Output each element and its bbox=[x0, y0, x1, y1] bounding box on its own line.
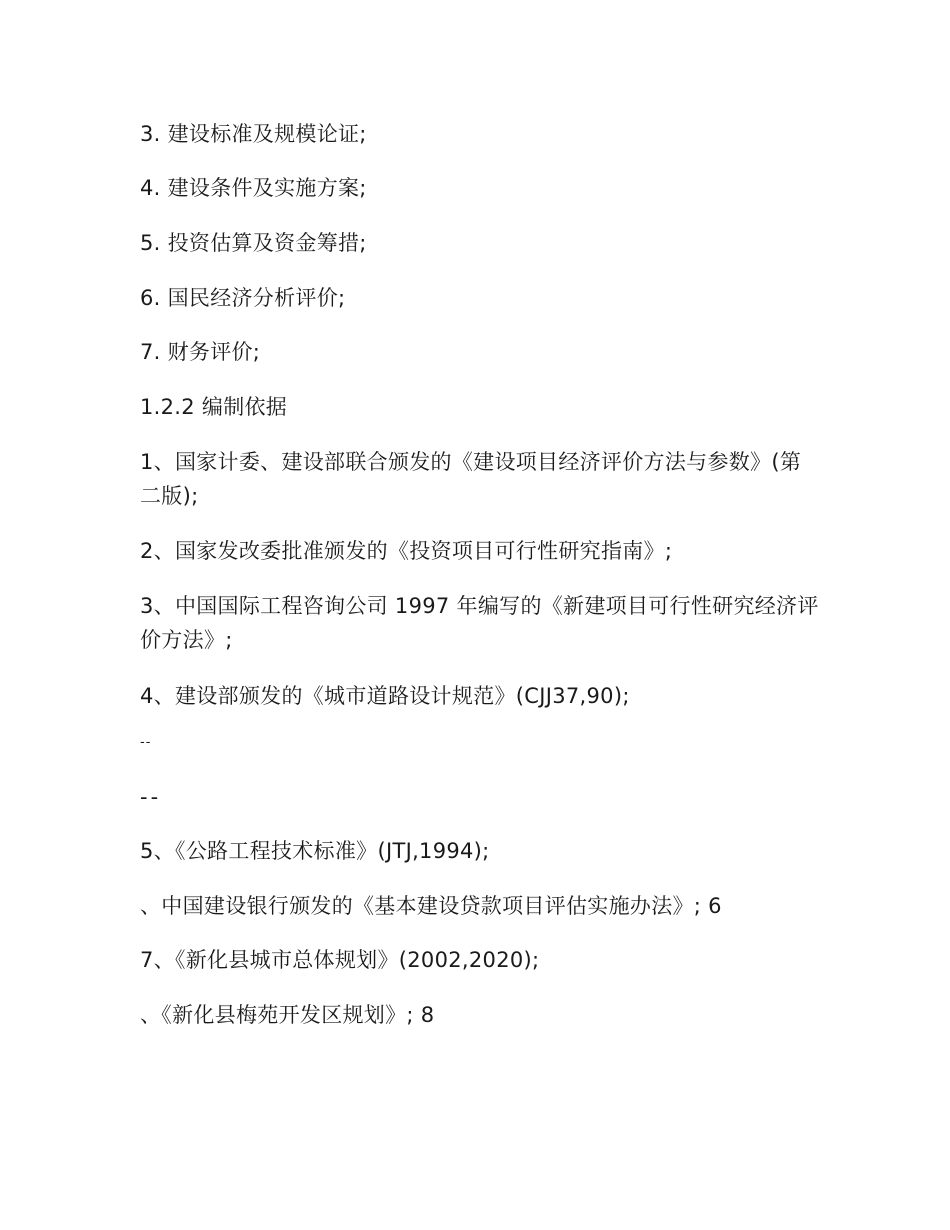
separator-dash-large: -- bbox=[140, 785, 162, 809]
list-item-4: 4. 建设条件及实施方案; bbox=[140, 176, 367, 200]
basis-item-7: 7、《新化县城市总体规划》(2002,2020); bbox=[140, 948, 540, 972]
basis-item-1: 1、国家计委、建设部联合颁发的《建设项目经济评价方法与参数》(第二版); bbox=[140, 450, 802, 508]
list-item-7: 7. 财务评价; bbox=[140, 340, 261, 364]
list-item-6: 6. 国民经济分析评价; bbox=[140, 286, 346, 310]
basis-item-6: 、中国建设银行颁发的《基本建设贷款项目评估实施办法》; 6 bbox=[140, 894, 722, 918]
basis-item-3: 3、中国国际工程咨询公司 1997 年编写的《新建项目可行性研究经济评价方法》; bbox=[140, 594, 819, 652]
basis-item-2: 2、国家发改委批准颁发的《投资项目可行性研究指南》; bbox=[140, 539, 673, 563]
list-item-3: 3. 建设标准及规模论证; bbox=[140, 122, 367, 146]
separator-dash-small: -- bbox=[140, 735, 152, 750]
basis-item-4: 4、建设部颁发的《城市道路设计规范》(CJJ37,90); bbox=[140, 684, 630, 708]
basis-item-8: 、《新化县梅苑开发区规划》; 8 bbox=[140, 1003, 435, 1027]
list-item-5: 5. 投资估算及资金筹措; bbox=[140, 231, 367, 255]
section-heading: 1.2.2 编制依据 bbox=[140, 395, 288, 419]
basis-item-5: 5、《公路工程技术标准》(JTJ,1994); bbox=[140, 839, 490, 863]
